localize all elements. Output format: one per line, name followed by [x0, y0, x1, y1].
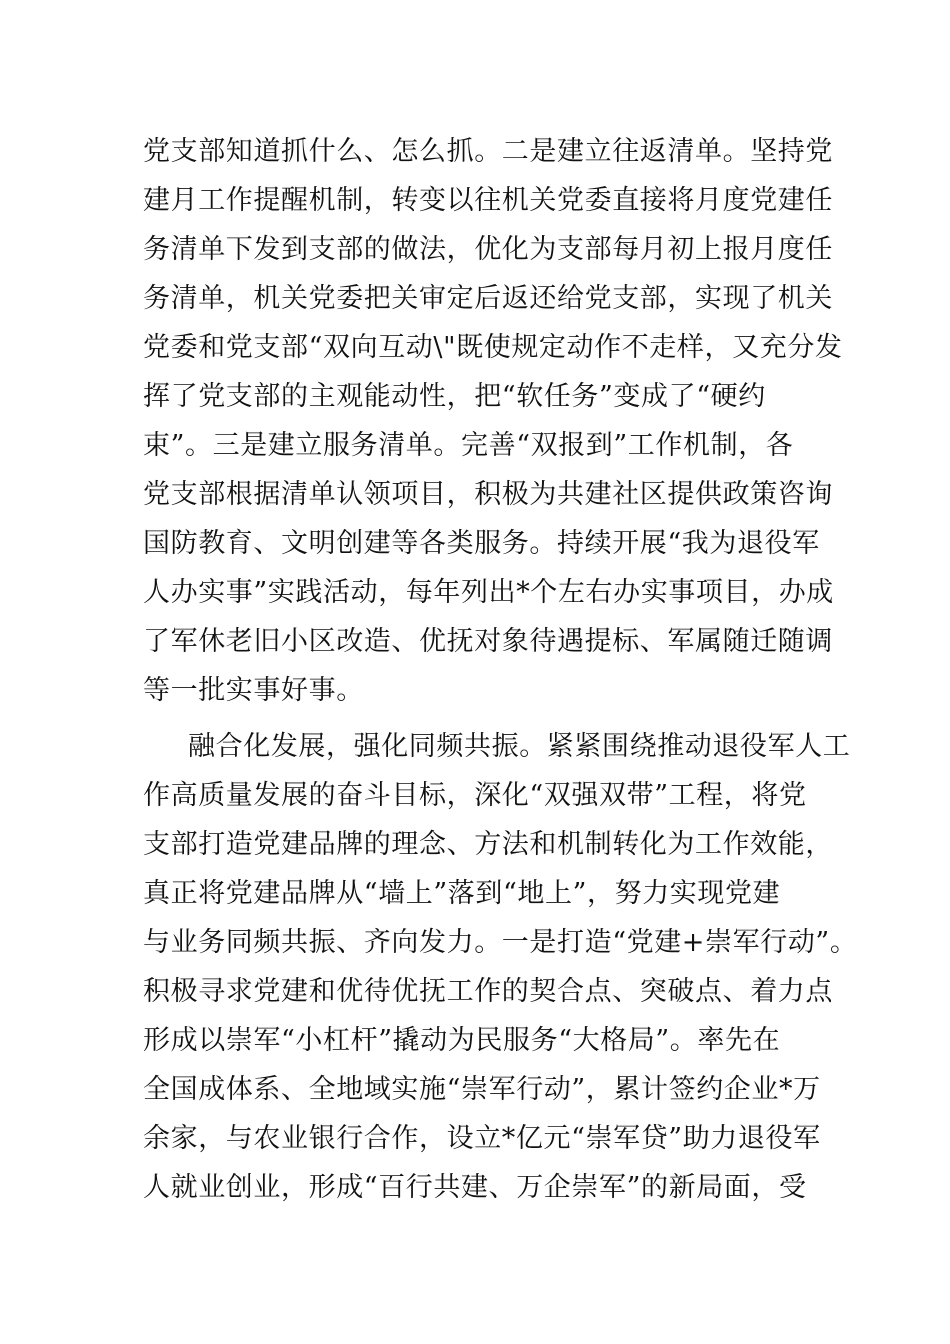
- text-line: 支部打造党建品牌的理念、方法和机制转化为工作效能，: [143, 829, 833, 860]
- text-line: 党委和党支部“双向互动\"既使规定动作不走样，又充分发: [143, 332, 843, 363]
- text-line: 党支部根据清单认领项目，积极为共建社区提供政策咨询: [143, 479, 833, 510]
- text-line: 建月工作提醒机制，转变以往机关党委直接将月度党建任: [143, 185, 833, 216]
- text-line: 了军休老旧小区改造、优抚对象待遇提标、军属随迁随调: [143, 626, 833, 657]
- text-line: 形成以崇军“小杠杆”撬动为民服务“大格局”。率先在: [143, 1025, 781, 1056]
- text-line: 务清单下发到支部的做法，优化为支部每月初上报月度任: [143, 234, 833, 265]
- text-line: 等一批实事好事。: [143, 675, 364, 706]
- text-line: 全国成体系、全地域实施“崇军行动”，累计签约企业*万: [143, 1074, 821, 1105]
- text-line: 束”。三是建立服务清单。完善“双报到”工作机制，各: [143, 430, 794, 461]
- text-line: 真正将党建品牌从“墙上”落到“地上”，努力实现党建: [143, 878, 781, 909]
- text-line: 人办实事”实践活动，每年列出*个左右办实事项目，办成: [143, 577, 834, 608]
- text-line: 作高质量发展的奋斗目标，深化“双强双带”工程，将党: [143, 780, 807, 811]
- paragraph-first-line: 融合化发展，强化同频共振。紧紧围绕推动退役军人工: [188, 731, 851, 762]
- text-line: 挥了党支部的主观能动性，把“软任务”变成了“硬约: [143, 381, 766, 412]
- text-line: 与业务同频共振、齐向发力。一是打造“党建+崇军行动”。: [143, 927, 858, 958]
- text-line: 余家，与农业银行合作，设立*亿元“崇军贷”助力退役军: [143, 1123, 821, 1154]
- text-line: 务清单，机关党委把关审定后返还给党支部，实现了机关: [143, 283, 833, 314]
- text-line: 人就业创业，形成“百行共建、万企崇军”的新局面，受: [143, 1172, 807, 1203]
- text-line: 国防教育、文明创建等各类服务。持续开展“我为退役军: [143, 528, 820, 559]
- text-line: 积极寻求党建和优待优抚工作的契合点、突破点、着力点: [143, 976, 833, 1007]
- text-line: 党支部知道抓什么、怎么抓。二是建立往返清单。坚持党: [143, 136, 833, 167]
